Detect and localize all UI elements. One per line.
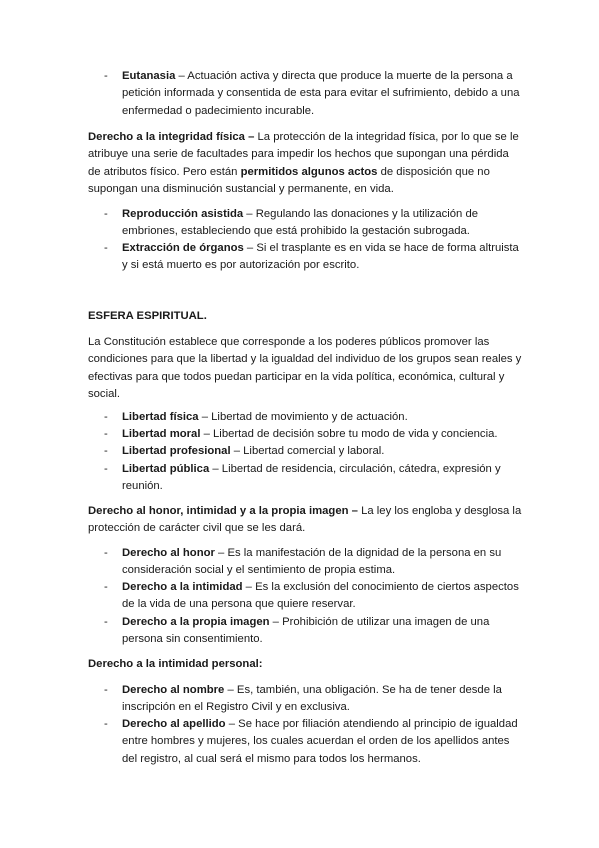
- item-text: – Actuación activa y directa que produce la muerte de la persona a petición informada y consentida de esta para evitar el sufrimiento, debido a una enfermedad o padecimiento incurable.: [122, 70, 520, 117]
- bullet: -: [104, 684, 108, 696]
- section-heading: Derecho a la integridad física –: [88, 131, 255, 143]
- bullet: -: [104, 616, 108, 628]
- emphasis-text: permitidos algunos actos: [240, 165, 378, 178]
- list-item: [122, 545, 522, 580]
- item-term: Derecho a la propia imagen: [122, 616, 270, 628]
- item-text: – Libertad de residencia, circulación, cátedra, expresión y reunión.: [122, 463, 501, 493]
- section-heading: [88, 656, 523, 673]
- paragraph-text: La protección de la integridad física, por lo que se le atribuye una serie de facultades para impedir los hechos que supongan una pérdida de atributos físico. Pero están: [88, 131, 519, 178]
- list-item: [122, 579, 522, 614]
- bullet: -: [104, 208, 108, 220]
- item-term: Derecho al honor: [122, 547, 215, 559]
- item-term: Eutanasia: [122, 70, 176, 82]
- item-term: Reproducción asistida: [122, 208, 244, 220]
- bullet: -: [104, 428, 108, 440]
- list-item: [122, 68, 522, 120]
- intro-paragraph: La Constitución establece que corresponde a los poderes públicos promover las condiciones para que la libertad y la igualdad del individuo de los grupos sean reales y efectivas para que todos puedan participar en la vida política, económica, cultural y social.: [88, 336, 522, 401]
- list-item: [122, 716, 522, 768]
- item-text: – Libertad comercial y laboral.: [230, 445, 385, 457]
- bullet: -: [104, 718, 108, 730]
- list-item: [122, 461, 522, 496]
- section-heading: Derecho al honor, intimidad y a la propia imagen –: [88, 505, 358, 517]
- item-text: – Es la exclusión del conocimiento de ciertos aspectos de la vida de una persona que quiere reservar.: [122, 581, 519, 611]
- paragraph-text: de disposición que no supongan una disminución sustancial y permanente, en vida.: [88, 165, 490, 196]
- bullet: -: [104, 70, 108, 82]
- item-term: Derecho al apellido: [122, 718, 226, 730]
- item-term: Libertad moral: [122, 428, 201, 440]
- item-term: Libertad profesional: [122, 445, 231, 457]
- list-item: [122, 682, 522, 717]
- item-text: – Si el trasplante es en vida se hace de forma altruista y si está muerto es por autorización por escrito.: [122, 242, 519, 272]
- item-text: – Libertad de movimiento y de actuación.: [198, 411, 408, 423]
- bullet: -: [104, 411, 108, 423]
- bullet: -: [104, 242, 108, 254]
- item-term: Libertad pública: [122, 463, 210, 475]
- item-text: – Es, también, una obligación. Se ha de tener desde la inscripción en el Registro Civil y en exclusiva.: [122, 684, 502, 714]
- bullet: -: [104, 547, 108, 559]
- list-item: [122, 443, 522, 460]
- heading-text: ESFERA ESPIRITUAL.: [88, 310, 207, 322]
- item-term: Libertad física: [122, 411, 199, 423]
- integridad-paragraph: [88, 129, 523, 199]
- bullet: -: [104, 581, 108, 593]
- paragraph-text: La ley los engloba y desglosa la protección de carácter civil que se les dará.: [88, 505, 522, 535]
- item-text: – Libertad de decisión sobre tu modo de vida y conciencia.: [200, 428, 498, 440]
- list-item: [122, 206, 522, 241]
- item-text: – Es la manifestación de la dignidad de la persona en su consideración social y el sentimiento de propia estima.: [122, 547, 502, 577]
- list-item: [122, 409, 522, 426]
- heading-text: Derecho a la intimidad personal:: [88, 658, 263, 670]
- item-text: – Prohibición de utilizar una imagen de una persona sin consentimiento.: [122, 616, 490, 646]
- list-item: [122, 240, 522, 275]
- item-term: Derecho al nombre: [122, 684, 225, 696]
- item-term: Derecho a la intimidad: [122, 581, 243, 593]
- item-text: – Se hace por filiación atendiendo al principio de igualdad entre hombres y mujeres, los cuales acuerdan el orden de los apellidos antes del registro, al cual será el mismo para todos los hermanos.: [122, 718, 518, 765]
- section-heading: [88, 308, 523, 325]
- item-term: Extracción de órganos: [122, 242, 244, 254]
- list-item: [122, 614, 522, 649]
- list-item: [122, 426, 522, 443]
- bullet: -: [104, 445, 108, 457]
- item-text: – Regulando las donaciones y la utilización de embriones, estableciendo que está prohibido la gestación subrogada.: [122, 208, 479, 238]
- honor-paragraph: [88, 503, 523, 538]
- bullet: -: [104, 463, 108, 475]
